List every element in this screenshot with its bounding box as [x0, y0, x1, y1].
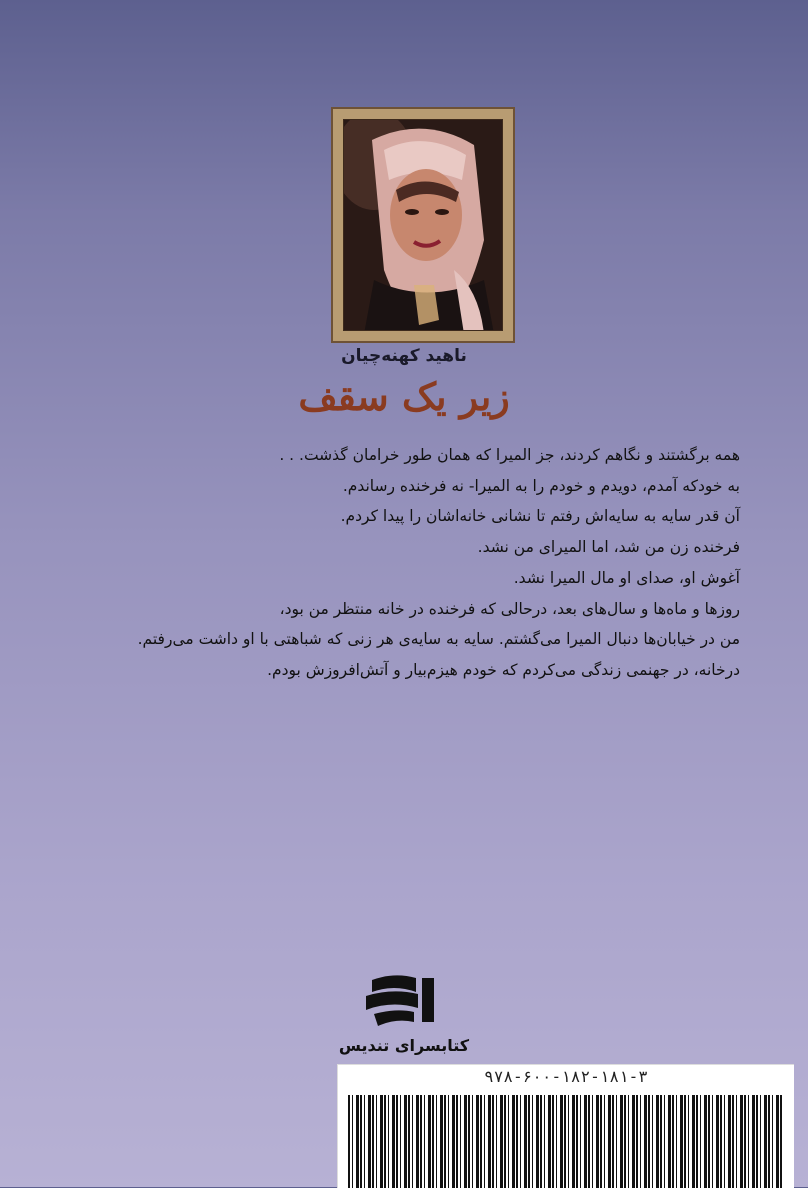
blurb-line: به خودکه آمدم، دویدم و خودم را به المیرا- نه فرخنده رساندم.	[342, 476, 740, 495]
publisher-name: کتابسرای تندیس	[338, 1036, 470, 1055]
author-name: ناهید کهنه‌چیان	[341, 346, 467, 366]
book-title: زیر یک سقف	[298, 374, 510, 419]
barcode-bars	[348, 1095, 784, 1188]
author-portrait	[343, 119, 503, 331]
author-portrait-image	[344, 120, 503, 331]
blurb-line: آغوش او، صدای او مال المیرا نشد.	[513, 568, 740, 587]
blurb-paragraph	[112, 440, 740, 686]
blurb-line: آن قدر سایه به سایه‌اش رفتم تا نشانی خانه‌اشان را پیدا کردم.	[340, 507, 740, 526]
blurb-line: همه برگشتند و نگاهم کردند، جز المیرا که همان طور خرامان گذشت. . .	[279, 446, 740, 464]
blurb-line: من در خیابان‌ها دنبال المیرا می‌گشتم. سایه به سایه‌ی هر زنی که شباهتی با او داشت می‌رفتم.	[137, 630, 740, 649]
blurb-line: روزها و ماه‌ها و سال‌های بعد، درحالی که فرخنده در خانه منتظر من بود،	[279, 599, 740, 618]
blurb-line: درخانه، در جهنمی زندگی می‌کردم که خودم هیزم‌بیار و آتش‌افروزش بودم.	[267, 660, 740, 679]
isbn-text: ۹۷۸-۶۰۰-۱۸۲-۱۸۱-۳	[484, 1067, 648, 1086]
author-portrait-frame	[331, 107, 515, 343]
blurb-line: فرخنده زن من شد، اما المیرای من نشد.	[477, 538, 740, 557]
publisher-logo-icon	[354, 970, 454, 1030]
barcode	[337, 1064, 794, 1188]
